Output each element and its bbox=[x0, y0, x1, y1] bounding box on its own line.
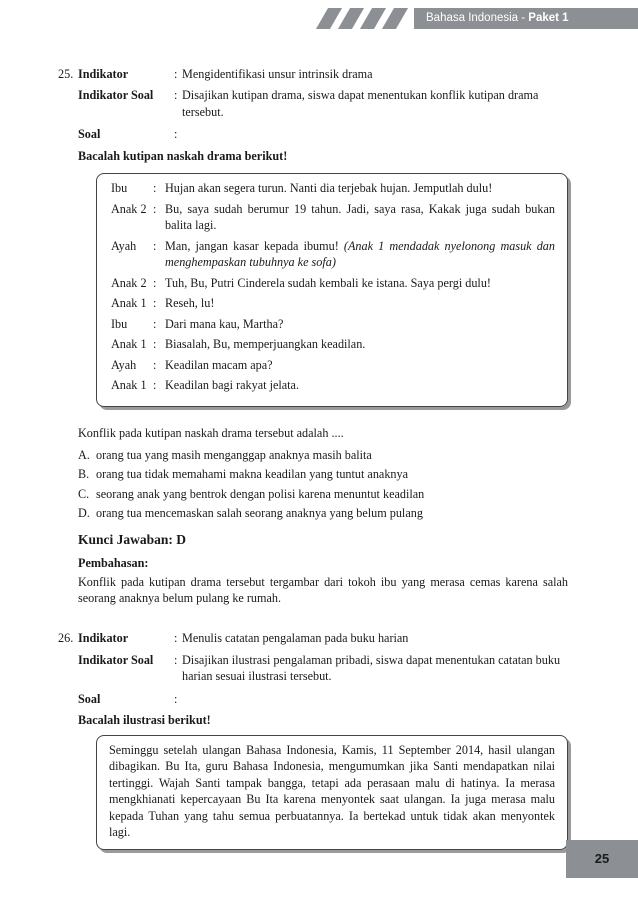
soal-label: Soal bbox=[78, 127, 101, 142]
dialog-speech: Keadilan bagi rakyat jelata. bbox=[165, 378, 299, 393]
dialog-speaker: Anak 1 bbox=[111, 378, 147, 393]
option-letter: A. bbox=[78, 447, 90, 462]
dialog-text bbox=[165, 377, 555, 393]
page-header bbox=[0, 0, 638, 40]
colon: : bbox=[153, 296, 157, 311]
soal-label: Soal bbox=[78, 691, 101, 706]
indikator-soal-label: Indikator Soal bbox=[78, 652, 154, 667]
header-subject: Bahasa Indonesia - bbox=[426, 12, 529, 24]
colon: : bbox=[174, 652, 178, 667]
indikator-soal-row bbox=[78, 87, 568, 120]
indikator-soal-value: Disajikan kutipan drama, siswa dapat menentukan konflik kutipan drama tersebut. bbox=[182, 88, 539, 119]
colon: : bbox=[153, 275, 157, 290]
option-letter: B. bbox=[78, 467, 90, 482]
dialog-speech: Hujan akan segera turun. Nanti dia terjebak hujan. Jemputlah dulu! bbox=[165, 181, 493, 196]
dialog-line bbox=[111, 377, 555, 393]
option-letter: C. bbox=[78, 486, 90, 501]
soal-row bbox=[78, 691, 568, 707]
instruction: Bacalah kutipan naskah drama berikut! bbox=[78, 148, 288, 163]
dialog-speech: Reseh, lu! bbox=[165, 296, 215, 311]
dialog-speech: Tuh, Bu, Putri Cinderela sudah kembali ke istana. Saya pergi dulu! bbox=[165, 275, 491, 290]
soal-row bbox=[78, 126, 568, 142]
question-26 bbox=[58, 630, 568, 849]
dialog-speaker: Ibu bbox=[111, 181, 128, 196]
dialog-speaker: Anak 2 bbox=[111, 275, 147, 290]
header-stripe bbox=[360, 8, 386, 29]
discussion-text: Konflik pada kutipan drama tersebut tergambar dari tokoh ibu yang merasa cemas karena salah seorang anaknya belum pulang ke rumah. bbox=[78, 574, 568, 605]
dialog-text bbox=[165, 295, 555, 311]
dialog-text bbox=[165, 357, 555, 373]
indikator-row bbox=[78, 630, 568, 646]
colon: : bbox=[153, 357, 157, 372]
dialog-line bbox=[111, 180, 555, 196]
header-stripe bbox=[316, 8, 342, 29]
page-content bbox=[58, 66, 568, 850]
question-number: 26. bbox=[58, 631, 74, 646]
option-text: seorang anak yang bentrok dengan polisi karena menuntut keadilan bbox=[96, 486, 425, 501]
drama-excerpt-box bbox=[96, 173, 568, 406]
option-a bbox=[78, 447, 568, 463]
illustration-text: Seminggu setelah ulangan Bahasa Indonesia, Kamis, 11 September 2014, hasil ulangan dibagikan. Bu Ita, guru Bahasa Indonesia, mengumumkan jika Santi mendapatkan nilai tertinggi. Wajah Santi tampak bangga, tetapi ada perasaan malu di hatinya. Ia merasa mengkhianati kepercayaan Bu Ita karena menyontek saat ulangan. Ia juga merasa malu kepada Tuhan yang tahu semua perbuatannya. Ia bertekad untuk tidak akan menyontek lagi. bbox=[109, 742, 555, 840]
dialog-speech: Man, jangan kasar kepada ibumu! bbox=[165, 238, 344, 253]
colon: : bbox=[174, 691, 178, 706]
dialog-line bbox=[111, 295, 555, 311]
dialog-line bbox=[111, 275, 555, 291]
colon: : bbox=[174, 88, 178, 103]
dialog-speaker: Ibu bbox=[111, 316, 128, 331]
page-number: 25 bbox=[566, 840, 638, 878]
header-stripe bbox=[338, 8, 364, 29]
dialog-text bbox=[165, 336, 555, 352]
header-package: Paket 1 bbox=[528, 12, 569, 24]
option-text: orang tua mencemaskan salah seorang anaknya yang belum pulang bbox=[96, 506, 423, 521]
colon: : bbox=[153, 201, 157, 216]
dialog-line bbox=[111, 336, 555, 352]
dialog-speech: Keadilan macam apa? bbox=[165, 357, 273, 372]
option-text: orang tua tidak memahami makna keadilan yang tuntut anaknya bbox=[96, 467, 409, 482]
colon: : bbox=[153, 378, 157, 393]
dialog-text bbox=[165, 238, 555, 271]
indikator-label: Indikator bbox=[78, 67, 129, 81]
colon: : bbox=[174, 631, 178, 646]
colon: : bbox=[153, 337, 157, 352]
dialog-line bbox=[111, 316, 555, 332]
option-d bbox=[78, 505, 568, 521]
dialog-speaker: Anak 1 bbox=[111, 337, 147, 352]
question-number: 25. bbox=[58, 67, 74, 81]
option-b bbox=[78, 466, 568, 482]
header-title bbox=[414, 8, 638, 29]
dialog-speaker: Anak 2 bbox=[111, 201, 147, 216]
colon: : bbox=[153, 181, 157, 196]
options-list bbox=[78, 447, 568, 522]
question-text: Konflik pada kutipan naskah drama tersebut adalah .... bbox=[78, 425, 344, 440]
dialog-text bbox=[165, 180, 555, 196]
answer-key: Kunci Jawaban: D bbox=[78, 531, 187, 547]
dialog-speaker: Ayah bbox=[111, 357, 137, 372]
option-c bbox=[78, 486, 568, 502]
colon: : bbox=[174, 67, 178, 81]
indikator-soal-row bbox=[78, 652, 568, 685]
indikator-value: Mengidentifikasi unsur intrinsik drama bbox=[182, 67, 373, 81]
dialog-speech: Dari mana kau, Martha? bbox=[165, 316, 284, 331]
indikator-value: Menulis catatan pengalaman pada buku harian bbox=[182, 631, 409, 646]
dialog-speech: Biasalah, Bu, memperjuangkan keadilan. bbox=[165, 337, 366, 352]
dialog-text bbox=[165, 316, 555, 332]
indikator-row bbox=[78, 66, 568, 82]
option-text: orang tua yang masih menganggap anaknya masih balita bbox=[96, 447, 372, 462]
dialog-speaker: Anak 1 bbox=[111, 296, 147, 311]
dialog-speaker: Ayah bbox=[111, 238, 137, 253]
header-stripe bbox=[382, 8, 408, 29]
colon: : bbox=[153, 316, 157, 331]
indikator-soal-label: Indikator Soal bbox=[78, 88, 154, 103]
dialog-speech: Bu, saya sudah berumur 19 tahun. Jadi, saya rasa, Kakak juga sudah bukan balita lagi. bbox=[165, 201, 555, 233]
stage-direction: (Anak 1 mendadak nyelonong masuk dan menghempaskan tubuhnya ke sofa) bbox=[165, 238, 555, 270]
dialog-line bbox=[111, 238, 555, 271]
dialog-text bbox=[165, 201, 555, 234]
indikator-label: Indikator bbox=[78, 631, 129, 646]
option-letter: D. bbox=[78, 506, 90, 521]
dialog-text bbox=[165, 275, 555, 291]
colon: : bbox=[153, 238, 157, 253]
instruction: Bacalah ilustrasi berikut! bbox=[78, 713, 211, 728]
question-25 bbox=[58, 66, 568, 606]
dialog-line bbox=[111, 357, 555, 373]
dialog-line bbox=[111, 201, 555, 234]
illustration-box bbox=[96, 735, 568, 850]
discussion-label: Pembahasan: bbox=[78, 556, 149, 571]
colon: : bbox=[174, 127, 178, 142]
indikator-soal-value: Disajikan ilustrasi pengalaman pribadi, siswa dapat menentukan catatan buku harian sesuai ilustrasi tersebut. bbox=[182, 652, 561, 684]
